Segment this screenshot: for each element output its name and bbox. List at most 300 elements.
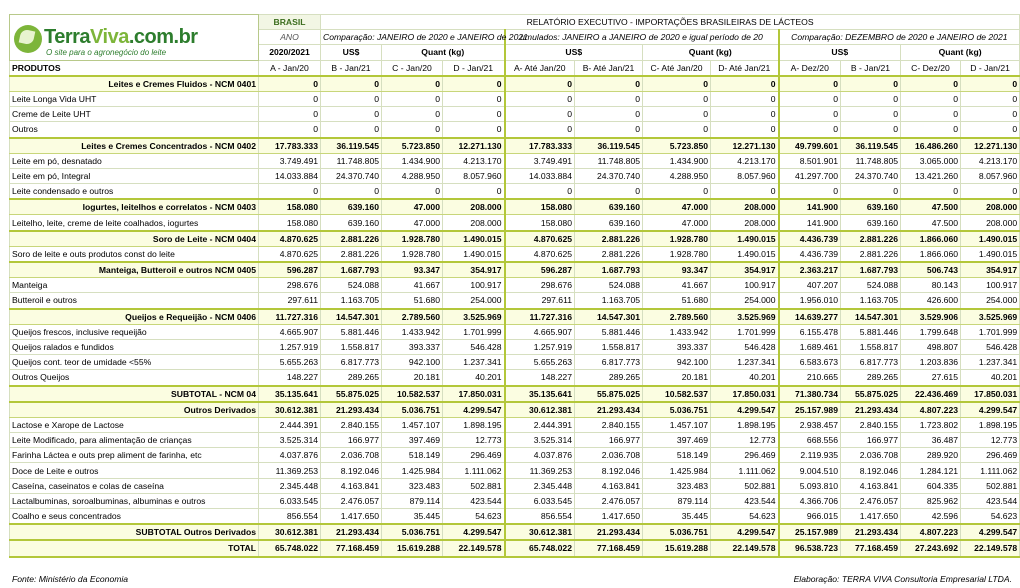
row-label: Iogurtes, leitelhos e correlatos - NCM 0403	[10, 199, 259, 215]
cell-value: 47.000	[643, 215, 711, 231]
cell-value: 0	[841, 107, 901, 122]
cell-value: 0	[643, 122, 711, 138]
cell-value: 6.033.545	[505, 493, 575, 508]
cell-value: 12.271.130	[961, 138, 1020, 154]
cell-value: 4.436.739	[779, 246, 841, 262]
cell-value: 22.436.469	[901, 386, 961, 402]
cell-value: 36.119.545	[321, 138, 382, 154]
cell-value: 0	[711, 91, 779, 106]
cell-value: 1.558.817	[321, 339, 382, 354]
cell-value: 8.192.046	[575, 463, 643, 478]
cell-value: 41.667	[643, 278, 711, 293]
logo-tagline: O site para o agronegócio do leite	[46, 48, 167, 58]
row-label: Leite em pó, Integral	[10, 168, 259, 183]
cell-value: 3.065.000	[901, 153, 961, 168]
cell-value: 54.623	[711, 509, 779, 525]
cell-value: 1.558.817	[575, 339, 643, 354]
cell-value: 35.445	[643, 509, 711, 525]
cell-value: 25.157.989	[779, 524, 841, 540]
cell-value: 2.476.057	[841, 493, 901, 508]
cell-value: 0	[901, 91, 961, 106]
cell-value: 0	[505, 107, 575, 122]
cell-value: 6.817.773	[841, 355, 901, 370]
cell-value: 942.100	[382, 355, 443, 370]
cell-value: 20.181	[643, 370, 711, 386]
cell-value: 0	[711, 107, 779, 122]
table-row	[10, 433, 1020, 448]
cell-value: 0	[961, 107, 1020, 122]
cell-value: 1.866.060	[901, 246, 961, 262]
cell-value: 8.192.046	[841, 463, 901, 478]
cell-value: 77.168.459	[321, 540, 382, 556]
row-label: Leitelho, leite, creme de leite coalhados, iogurtes	[10, 215, 259, 231]
table-row	[10, 355, 1020, 370]
cell-value: 0	[321, 91, 382, 106]
cell-value: 524.088	[321, 278, 382, 293]
cell-value: 354.917	[961, 262, 1020, 278]
cell-value: 141.900	[779, 215, 841, 231]
cell-value: 1.799.648	[901, 324, 961, 339]
cell-value: 14.547.301	[841, 309, 901, 325]
cell-value: 158.080	[505, 215, 575, 231]
cell-value: 546.428	[443, 339, 505, 354]
cell-value: 0	[575, 184, 643, 200]
cell-value: 0	[643, 76, 711, 92]
table-row	[10, 463, 1020, 478]
cell-value: 0	[575, 122, 643, 138]
cell-value: 3.749.491	[505, 153, 575, 168]
table-row	[10, 417, 1020, 432]
cell-value: 21.293.434	[841, 402, 901, 418]
cell-value: 0	[779, 107, 841, 122]
cell-value: 502.881	[443, 478, 505, 493]
column-header: D- Até Jan/21	[711, 60, 779, 76]
imports-table	[9, 14, 1020, 558]
cell-value: 4.163.841	[321, 478, 382, 493]
cell-value: 80.143	[901, 278, 961, 293]
cell-value: 2.345.448	[505, 478, 575, 493]
row-label: Lactalbuminas, soroalbuminas, albuminas e outros	[10, 493, 259, 508]
cell-value: 0	[443, 122, 505, 138]
row-label: SUBTOTAL Outros Derivados	[10, 524, 259, 540]
section-row	[10, 231, 1020, 247]
cell-value: 5.723.850	[382, 138, 443, 154]
cell-value: 15.619.288	[382, 540, 443, 556]
column-header: A - Jan/20	[259, 60, 321, 76]
cell-value: 49.799.601	[779, 138, 841, 154]
cell-value: 639.160	[841, 199, 901, 215]
cell-value: 1.490.015	[711, 231, 779, 247]
cell-value: 17.783.333	[505, 138, 575, 154]
cell-value: 1.723.802	[901, 417, 961, 432]
cell-value: 254.000	[711, 293, 779, 309]
column-header: B- Até Jan/21	[575, 60, 643, 76]
cell-value: 596.287	[505, 262, 575, 278]
cell-value: 0	[382, 184, 443, 200]
cell-value: 0	[259, 107, 321, 122]
cell-value: 14.639.277	[779, 309, 841, 325]
cell-value: 254.000	[961, 293, 1020, 309]
cell-value: 1.257.919	[259, 339, 321, 354]
cell-value: 0	[505, 91, 575, 106]
cell-value: 1.490.015	[711, 246, 779, 262]
cell-value: 4.665.907	[259, 324, 321, 339]
footer-credit: Elaboração: TERRA VIVA Consultoria Empresarial LTDA.	[793, 574, 1012, 584]
cell-value: 30.612.381	[259, 402, 321, 418]
cell-value: 1.490.015	[961, 231, 1020, 247]
cell-value: 65.748.022	[505, 540, 575, 556]
cell-value: 148.227	[259, 370, 321, 386]
cell-value: 0	[779, 76, 841, 92]
cell-value: 1.257.919	[505, 339, 575, 354]
comparison-1: Comparação: JANEIRO de 2020 e JANEIRO de 2021	[321, 30, 505, 45]
cell-value: 22.149.578	[443, 540, 505, 556]
cell-value: 4.299.547	[711, 524, 779, 540]
cell-value: 393.337	[382, 339, 443, 354]
cell-value: 0	[711, 76, 779, 92]
cell-value: 22.149.578	[711, 540, 779, 556]
cell-value: 24.370.740	[321, 168, 382, 183]
cell-value: 12.773	[711, 433, 779, 448]
cell-value: 1.701.999	[961, 324, 1020, 339]
cell-value: 0	[259, 184, 321, 200]
cell-value: 158.080	[259, 199, 321, 215]
cell-value: 11.748.805	[575, 153, 643, 168]
cell-value: 0	[841, 122, 901, 138]
unit-usd-2: US$	[505, 45, 643, 60]
cell-value: 0	[961, 91, 1020, 106]
cell-value: 879.114	[643, 493, 711, 508]
cell-value: 4.870.625	[259, 246, 321, 262]
cell-value: 1.434.900	[382, 153, 443, 168]
cell-value: 604.335	[901, 478, 961, 493]
cell-value: 14.033.884	[259, 168, 321, 183]
cell-value: 11.727.316	[505, 309, 575, 325]
cell-value: 36.119.545	[575, 138, 643, 154]
cell-value: 3.525.969	[443, 309, 505, 325]
table-row	[10, 339, 1020, 354]
cell-value: 0	[961, 184, 1020, 200]
cell-value: 5.881.446	[321, 324, 382, 339]
cell-value: 5.655.263	[505, 355, 575, 370]
cell-value: 93.347	[643, 262, 711, 278]
cell-value: 4.870.625	[505, 246, 575, 262]
cell-value: 856.554	[259, 509, 321, 525]
cell-value: 393.337	[643, 339, 711, 354]
cell-value: 6.817.773	[321, 355, 382, 370]
cell-value: 14.547.301	[575, 309, 643, 325]
column-header: B - Jan/21	[841, 60, 901, 76]
unit-qty-2: Quant (kg)	[643, 45, 779, 60]
row-label: Doce de Leite e outros	[10, 463, 259, 478]
cell-value: 0	[259, 122, 321, 138]
cell-value: 166.977	[841, 433, 901, 448]
row-label: Farinha Láctea e outs prep aliment de farinha, etc	[10, 448, 259, 463]
cell-value: 12.773	[961, 433, 1020, 448]
cell-value: 0	[443, 91, 505, 106]
cell-value: 30.612.381	[259, 524, 321, 540]
cell-value: 254.000	[443, 293, 505, 309]
cell-value: 12.271.130	[443, 138, 505, 154]
cell-value: 0	[443, 107, 505, 122]
cell-value: 856.554	[505, 509, 575, 525]
cell-value: 6.033.545	[259, 493, 321, 508]
cell-value: 397.469	[643, 433, 711, 448]
cell-value: 4.213.170	[443, 153, 505, 168]
cell-value: 423.544	[443, 493, 505, 508]
cell-value: 1.434.900	[643, 153, 711, 168]
cell-value: 1.284.121	[901, 463, 961, 478]
cell-value: 27.243.692	[901, 540, 961, 556]
row-label: Lactose e Xarope de Lactose	[10, 417, 259, 432]
footer-source: Fonte: Ministério da Economia	[12, 574, 129, 584]
cell-value: 1.417.650	[841, 509, 901, 525]
column-header: C- Dez/20	[901, 60, 961, 76]
table-row	[10, 215, 1020, 231]
row-label: Leite Modificado, para alimentação de crianças	[10, 433, 259, 448]
cell-value: 41.297.700	[779, 168, 841, 183]
cell-value: 0	[779, 91, 841, 106]
cell-value: 77.168.459	[841, 540, 901, 556]
cell-value: 0	[779, 184, 841, 200]
table-row	[10, 278, 1020, 293]
cell-value: 1.237.341	[443, 355, 505, 370]
cell-value: 17.783.333	[259, 138, 321, 154]
cell-value: 4.366.706	[779, 493, 841, 508]
cell-value: 0	[443, 184, 505, 200]
unit-qty-1: Quant (kg)	[382, 45, 505, 60]
cell-value: 1.111.062	[711, 463, 779, 478]
cell-value: 4.870.625	[259, 231, 321, 247]
cell-value: 4.807.223	[901, 524, 961, 540]
cell-value: 51.680	[643, 293, 711, 309]
cell-value: 639.160	[841, 215, 901, 231]
cell-value: 668.556	[779, 433, 841, 448]
cell-value: 1.490.015	[443, 246, 505, 262]
cell-value: 1.701.999	[711, 324, 779, 339]
column-header: A- Dez/20	[779, 60, 841, 76]
cell-value: 96.538.723	[779, 540, 841, 556]
cell-value: 4.299.547	[443, 402, 505, 418]
row-label: Outros Queijos	[10, 370, 259, 386]
cell-value: 11.369.253	[259, 463, 321, 478]
row-label: Caseína, caseinatos e colas de caseína	[10, 478, 259, 493]
row-label: Queijos frescos, inclusive requeijão	[10, 324, 259, 339]
cell-value: 25.157.989	[779, 402, 841, 418]
cell-value: 0	[711, 122, 779, 138]
cell-value: 4.299.547	[961, 402, 1020, 418]
cell-value: 296.469	[443, 448, 505, 463]
cell-value: 8.057.960	[443, 168, 505, 183]
cell-value: 1.898.195	[961, 417, 1020, 432]
row-label: Leites e Cremes Concentrados - NCM 0402	[10, 138, 259, 154]
cell-value: 2.881.226	[575, 231, 643, 247]
cell-value: 1.433.942	[643, 324, 711, 339]
cell-value: 5.093.810	[779, 478, 841, 493]
cell-value: 208.000	[961, 199, 1020, 215]
cell-value: 5.036.751	[643, 524, 711, 540]
cell-value: 0	[643, 107, 711, 122]
cell-value: 1.111.062	[443, 463, 505, 478]
cell-value: 546.428	[711, 339, 779, 354]
cell-value: 6.583.673	[779, 355, 841, 370]
cell-value: 208.000	[961, 215, 1020, 231]
cell-value: 298.676	[259, 278, 321, 293]
row-label: Outros	[10, 122, 259, 138]
cell-value: 1.928.780	[643, 246, 711, 262]
cell-value: 289.920	[901, 448, 961, 463]
cell-value: 0	[901, 107, 961, 122]
cell-value: 518.149	[643, 448, 711, 463]
cell-value: 1.425.984	[382, 463, 443, 478]
cell-value: 524.088	[575, 278, 643, 293]
cell-value: 55.875.025	[575, 386, 643, 402]
cell-value: 11.748.805	[841, 153, 901, 168]
cell-value: 1.163.705	[841, 293, 901, 309]
cell-value: 506.743	[901, 262, 961, 278]
cell-value: 0	[443, 76, 505, 92]
cell-value: 4.213.170	[961, 153, 1020, 168]
cell-value: 6.155.478	[779, 324, 841, 339]
cell-value: 42.596	[901, 509, 961, 525]
row-label: Manteiga	[10, 278, 259, 293]
cell-value: 1.701.999	[443, 324, 505, 339]
cell-value: 4.163.841	[575, 478, 643, 493]
cell-value: 825.962	[901, 493, 961, 508]
cell-value: 3.529.906	[901, 309, 961, 325]
cell-value: 5.036.751	[382, 524, 443, 540]
cell-value: 27.615	[901, 370, 961, 386]
column-header: C - Jan/20	[382, 60, 443, 76]
subtotal-row	[10, 386, 1020, 402]
cell-value: 0	[841, 76, 901, 92]
report-container	[9, 14, 1019, 558]
cell-value: 1.417.650	[321, 509, 382, 525]
cell-value: 17.850.031	[443, 386, 505, 402]
cell-value: 323.483	[382, 478, 443, 493]
cell-value: 639.160	[321, 215, 382, 231]
table-row	[10, 509, 1020, 525]
cell-value: 14.547.301	[321, 309, 382, 325]
cell-value: 0	[575, 91, 643, 106]
cell-value: 0	[321, 184, 382, 200]
cell-value: 1.490.015	[961, 246, 1020, 262]
cell-value: 4.288.950	[382, 168, 443, 183]
cell-value: 397.469	[382, 433, 443, 448]
cell-value: 100.917	[961, 278, 1020, 293]
row-label: Soro de Leite - NCM 0404	[10, 231, 259, 247]
cell-value: 40.201	[961, 370, 1020, 386]
cell-value: 1.457.107	[643, 417, 711, 432]
section-row	[10, 76, 1020, 92]
cell-value: 2.881.226	[321, 231, 382, 247]
cell-value: 0	[259, 91, 321, 106]
row-label: Outros Derivados	[10, 402, 259, 418]
cell-value: 14.033.884	[505, 168, 575, 183]
column-header: A- Até Jan/20	[505, 60, 575, 76]
cell-value: 22.149.578	[961, 540, 1020, 556]
cell-value: 2.036.708	[575, 448, 643, 463]
cell-value: 100.917	[443, 278, 505, 293]
cell-value: 1.956.010	[779, 293, 841, 309]
cell-value: 0	[382, 91, 443, 106]
cell-value: 0	[643, 91, 711, 106]
section-row	[10, 402, 1020, 418]
cell-value: 2.444.391	[505, 417, 575, 432]
cell-value: 942.100	[643, 355, 711, 370]
cell-value: 1.237.341	[711, 355, 779, 370]
cell-value: 4.807.223	[901, 402, 961, 418]
cell-value: 2.840.155	[321, 417, 382, 432]
cell-value: 1.928.780	[382, 246, 443, 262]
cell-value: 100.917	[711, 278, 779, 293]
cell-value: 0	[575, 107, 643, 122]
cell-value: 5.036.751	[382, 402, 443, 418]
cell-value: 158.080	[259, 215, 321, 231]
cell-value: 0	[901, 76, 961, 92]
cell-value: 354.917	[711, 262, 779, 278]
cell-value: 289.265	[321, 370, 382, 386]
cell-value: 2.363.217	[779, 262, 841, 278]
cell-value: 518.149	[382, 448, 443, 463]
cell-value: 2.881.226	[321, 246, 382, 262]
cell-value: 4.870.625	[505, 231, 575, 247]
cell-value: 54.623	[961, 509, 1020, 525]
cell-value: 502.881	[961, 478, 1020, 493]
comparison-3: Comparação: DEZEMBRO de 2020 e JANEIRO de 2021	[779, 30, 1020, 45]
cell-value: 4.163.841	[841, 478, 901, 493]
cell-value: 4.665.907	[505, 324, 575, 339]
cell-value: 5.881.446	[841, 324, 901, 339]
cell-value: 11.369.253	[505, 463, 575, 478]
cell-value: 55.875.025	[841, 386, 901, 402]
cell-value: 5.723.850	[643, 138, 711, 154]
cell-value: 0	[505, 76, 575, 92]
cell-value: 4.288.950	[643, 168, 711, 183]
leaf-icon	[14, 25, 42, 53]
cell-value: 1.163.705	[575, 293, 643, 309]
cell-value: 0	[841, 91, 901, 106]
cell-value: 4.299.547	[443, 524, 505, 540]
cell-value: 148.227	[505, 370, 575, 386]
cell-value: 15.619.288	[643, 540, 711, 556]
cell-value: 8.501.901	[779, 153, 841, 168]
cell-value: 41.667	[382, 278, 443, 293]
cell-value: 3.749.491	[259, 153, 321, 168]
cell-value: 24.370.740	[575, 168, 643, 183]
cell-value: 0	[321, 76, 382, 92]
logo	[10, 15, 259, 61]
cell-value: 47.000	[382, 215, 443, 231]
cell-value: 0	[841, 184, 901, 200]
section-row	[10, 199, 1020, 215]
cell-value: 30.612.381	[505, 402, 575, 418]
ano-label: ANO	[259, 30, 321, 45]
row-label: Leite condensado e outros	[10, 184, 259, 200]
cell-value: 423.544	[961, 493, 1020, 508]
cell-value: 17.850.031	[711, 386, 779, 402]
cell-value: 8.057.960	[711, 168, 779, 183]
cell-value: 1.425.984	[643, 463, 711, 478]
cell-value: 297.611	[259, 293, 321, 309]
cell-value: 55.875.025	[321, 386, 382, 402]
table-row	[10, 107, 1020, 122]
row-label: Leite em pó, desnatado	[10, 153, 259, 168]
cell-value: 10.582.537	[382, 386, 443, 402]
cell-value: 51.680	[382, 293, 443, 309]
cell-value: 13.421.260	[901, 168, 961, 183]
row-label: Queijos cont. teor de umidade <55%	[10, 355, 259, 370]
